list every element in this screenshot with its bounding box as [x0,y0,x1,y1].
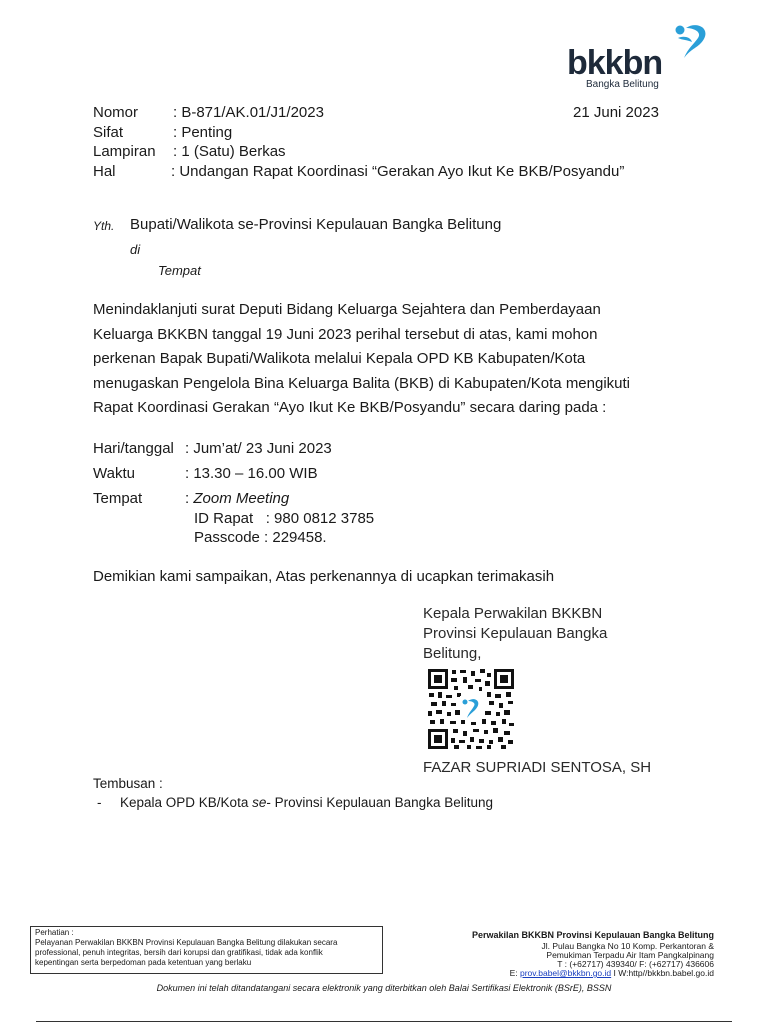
signature-line3: Belitung, [423,645,482,662]
nomor-value: : B-871/AK.01/J1/2023 [173,104,324,121]
lampiran-row [93,142,286,162]
notice-line: Pelayanan Perwakilan BKKBN Provinsi Kepulauan Bangka Belitung dilakukan secara [35,938,338,947]
signature-line2: Provinsi Kepulauan Bangka [423,625,608,642]
cc-item-em: se [252,795,267,810]
qr-code-icon [427,668,515,750]
signature-line1: Kepala Perwakilan BKKBN [423,605,603,622]
paragraph-line: menugaskan Pengelola Bina Keluarga Balita (BKB) di Kabupaten/Kota mengikuti [93,374,631,392]
logo-subtitle: Bangka Belitung [586,79,659,90]
web-address: I W:http//bkkbn.babel.go.id [611,968,714,978]
logo-wordmark: bkkbn [567,44,663,82]
nomor-row [93,103,324,123]
yth-label: Yth. [93,219,115,233]
hari-value: : Jum’at/ 23 Juni 2023 [185,440,332,457]
cc-bullet: - [97,795,102,810]
email-prefix: E: [509,968,520,978]
signatory-name: FAZAR SUPRIADI SENTOSA, SH [423,759,652,776]
passcode: Passcode : 229458. [194,529,327,546]
paragraph-line: perkenan Bapak Bupati/Walikota melalui Kepala OPD KB Kabupaten/Kota [93,350,586,368]
tempat-colon: : [185,490,194,507]
lampiran-value: : 1 (Satu) Berkas [173,143,286,160]
recipient: Bupati/Walikota se-Provinsi Kepulauan Bangka Belitung [130,216,502,233]
tempat-value: Zoom Meeting [193,490,290,507]
esign-note: Dokumen ini telah ditandatangani secara elektronik yang diterbitkan oleh Balai Sertifikasi Elektronik (BSrE), BSSN [156,983,612,993]
notice-box [30,926,383,974]
paragraph-line: Rapat Koordinasi Gerakan “Ayo Ikut Ke BKB/Posyandu” secara daring pada : [93,399,607,417]
email-link[interactable]: prov.babel@bkkbn.go.id [519,968,612,978]
hal-value: : Undangan Rapat Koordinasi “Gerakan Ayo Ikut Ke BKB/Posyandu” [171,163,625,180]
hari-label: Hari/tanggal [93,440,174,457]
sifat-value: : Penting [173,124,233,141]
body-paragraph [93,298,674,421]
office-address-line2: Pemukiman Terpadu Air Itam Pangkalpinang [546,950,714,960]
cc-item-prefix: Kepala OPD KB/Kota [120,795,253,810]
sifat-label: Sifat [93,124,124,141]
cc-item-suffix: - Provinsi Kepulauan Bangka Belitung [266,795,493,810]
paragraph-line: Keluarga BKKBN tanggal 19 Juni 2023 perihal tersebut di atas, kami mohon [93,325,598,343]
cc-item [120,795,493,811]
sifat-row [93,123,232,143]
notice-line: kepentingan serta berpedoman pada ketentuan yang berlaku [35,958,252,967]
hal-label: Hal [93,163,116,180]
tempat-row [93,489,289,509]
id-rapat: ID Rapat : 980 0812 3785 [194,510,375,527]
cc-label: Tembusan : [93,776,163,791]
waktu-value: : 13.30 – 16.00 WIB [185,465,318,482]
lampiran-label: Lampiran [93,143,156,160]
hal-row [93,162,624,182]
nomor-label: Nomor [93,104,139,121]
notice-title: Perhatian : [35,928,74,937]
tempat-label: Tempat [93,490,143,507]
office-address-line1: Jl. Pulau Bangka No 10 Komp. Perkantoran & [541,941,714,951]
office-name: Perwakilan BKKBN Provinsi Kepulauan Bangka Belitung [471,930,714,940]
waktu-label: Waktu [93,465,135,482]
footer-rule [36,1021,732,1022]
closing-text: Demikian kami sampaikan, Atas perkenannya di ucapkan terimakasih [93,568,555,585]
bkkbn-mark-icon [670,22,712,62]
paragraph-line: Menindaklanjuti surat Deputi Bidang Keluarga Sejahtera dan Pemberdayaan [93,301,601,318]
office-phone: T : (+62717) 439340/ F: (+62717) 436606 [557,959,714,969]
tempat-address: Tempat [158,263,201,278]
notice-line: professional, penuh integritas, bersih dari korupsi dan gratifikasi, tidak ada konflik [35,948,323,957]
letter-date: 21 Juni 2023 [573,104,659,121]
waktu-row [93,464,318,484]
di-label: di [130,242,141,257]
hari-row [93,439,332,459]
office-contact [510,968,714,978]
